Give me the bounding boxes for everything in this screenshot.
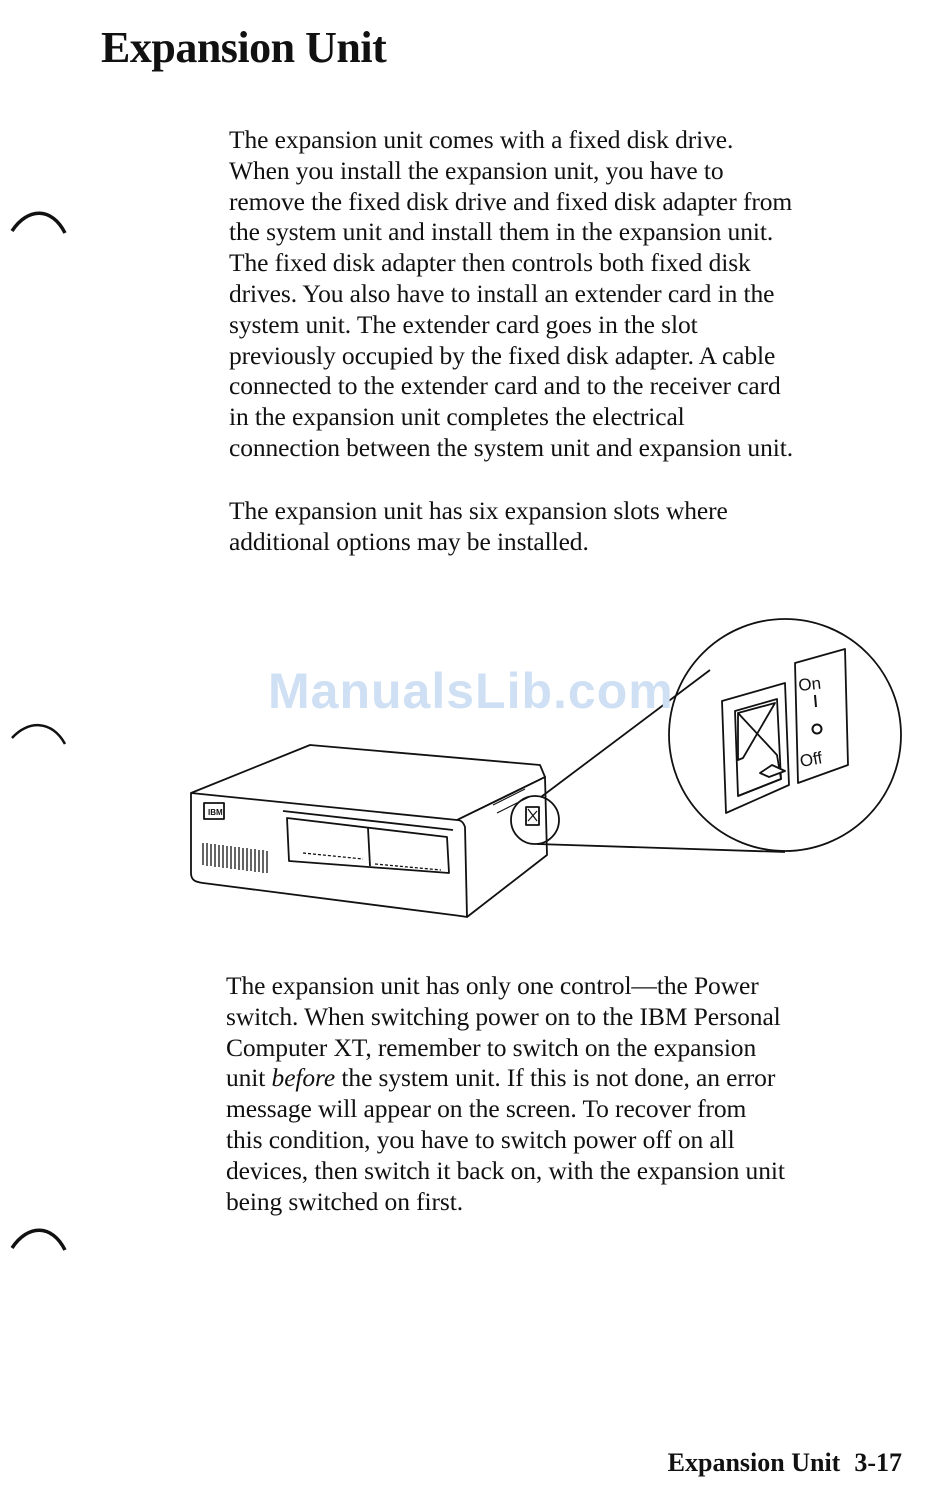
text-line: The expansion unit has only one control—the Power: [226, 971, 759, 1000]
watermark: ManualsLib.com: [268, 663, 674, 719]
switch-off-label: Off: [798, 748, 824, 771]
text-line: connection between the system unit and expansion unit.: [229, 432, 793, 462]
text-line: devices, then switch it back on, with the expansion unit: [226, 1155, 785, 1185]
text-segment: the system unit. If this is not done, an error: [335, 1063, 776, 1093]
switch-on-label: On: [797, 673, 822, 695]
page-number: 3-17: [854, 1448, 902, 1477]
text-line: [226, 1063, 926, 1094]
text-line: the system unit and install them in the expansion unit.: [229, 217, 774, 247]
page-footer: [668, 1448, 902, 1478]
text-line: The expansion unit has six expansion slots where: [229, 496, 728, 525]
text-line: this condition, you have to switch power off on all: [226, 1124, 735, 1154]
emphasis-before: before: [271, 1063, 336, 1093]
text-segment: unit: [226, 1063, 272, 1093]
binding-mark-3: [10, 1222, 68, 1252]
text-line: The fixed disk adapter then controls both fixed disk: [229, 248, 751, 278]
unit-logo: IBM: [208, 808, 223, 817]
binding-mark-1: [10, 205, 68, 235]
text-line: connected to the extender card and to the receiver card: [229, 371, 781, 401]
text-line: in the expansion unit completes the electrical: [229, 402, 685, 432]
text-line: remove the fixed disk drive and fixed disk adapter from: [229, 186, 793, 216]
paragraph-power-switch: [226, 971, 926, 1217]
text-line: previously occupied by the fixed disk adapter. A cable: [229, 340, 776, 370]
paragraph-slots: [229, 496, 929, 558]
text-line: additional options may be installed.: [229, 526, 589, 556]
footer-section-title: Expansion Unit: [667, 1448, 841, 1477]
text-line: drives. You also have to install an extender card in the: [229, 278, 775, 308]
text-line: The expansion unit comes with a fixed disk drive.: [229, 125, 734, 154]
text-line: being switched on first.: [226, 1186, 463, 1216]
text-line: system unit. The extender card goes in the slot: [229, 309, 698, 339]
paragraph-installation: [229, 125, 929, 464]
text-line: switch. When switching power on to the IBM Personal: [226, 1001, 781, 1031]
page-title: Expansion Unit: [101, 23, 387, 72]
text-line: message will appear on the screen. To recover from: [226, 1094, 747, 1124]
text-line: When you install the expansion unit, you have to: [229, 155, 724, 185]
binding-mark-2: [10, 718, 68, 748]
text-line: Computer XT, remember to switch on the expansion: [226, 1032, 757, 1062]
